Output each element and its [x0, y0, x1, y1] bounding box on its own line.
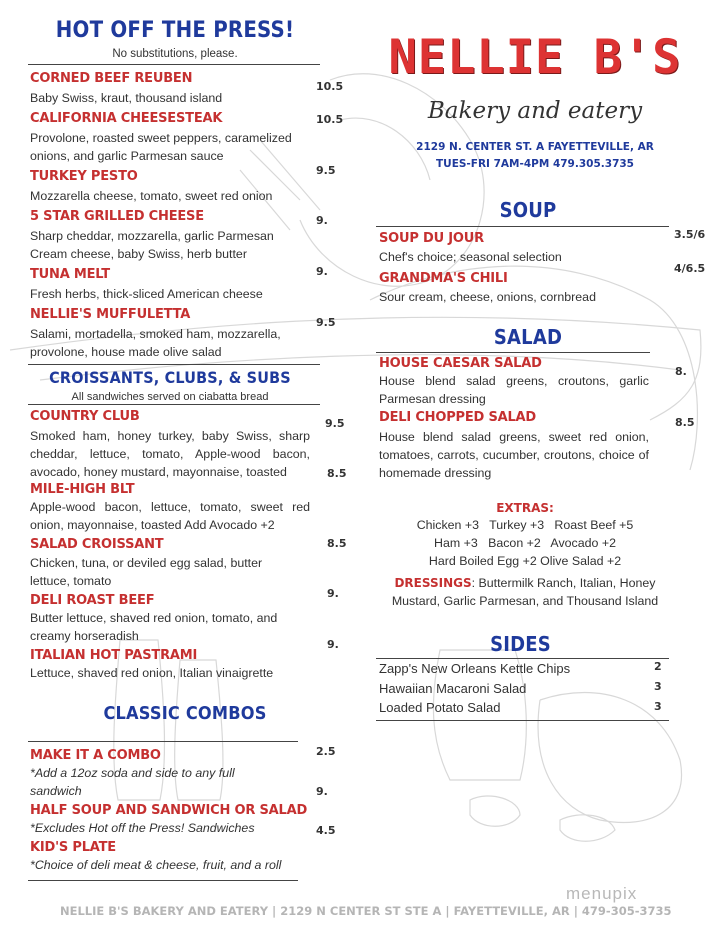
item-price: 10.5	[316, 113, 344, 126]
item-name: 5 STAR GRILLED CHEESE	[30, 209, 204, 224]
item-price: 3.5/6	[674, 228, 706, 241]
dressings-text: : Buttermilk Ranch, Italian, Honey Mustard, Garlic Parmesan, and Thousand Island	[391, 576, 659, 608]
item-description: House blend salad greens, croutons, garlic Parmesan dressing	[379, 374, 649, 406]
hot-press-note: No substitutions, please.	[112, 48, 238, 60]
item-price: 9.	[327, 638, 339, 651]
item-description: Provolone, roasted sweet peppers, caramelized onions, and garlic Parmesan sauce	[30, 131, 292, 163]
extras-line: Ham +3 Bacon +2 Avocado +2	[434, 536, 616, 550]
item-price: 9.	[316, 265, 328, 278]
item-price: 9.5	[316, 164, 336, 177]
item-description: Fresh herbs, thick-sliced American cheese	[30, 287, 263, 301]
divider	[28, 404, 320, 405]
item-price: 8.5	[327, 537, 347, 550]
item-description: Butter lettuce, shaved red onion, tomato, and creamy horseradish	[30, 611, 278, 643]
section-title-croissants: CROISSANTS, CLUBS, & SUBS	[49, 368, 291, 387]
item-name: DELI ROAST BEEF	[30, 593, 155, 608]
section-title-sides: SIDES	[490, 632, 551, 656]
item-name: TUNA MELT	[30, 267, 110, 282]
item-name: ITALIAN HOT PASTRAMI	[30, 648, 198, 663]
item-name: COUNTRY CLUB	[30, 409, 140, 424]
item-price: 9.	[316, 214, 328, 227]
item-description: Chef's choice; seasonal selection	[379, 250, 562, 264]
brand-logo-name: NELLIE B'S	[388, 30, 682, 85]
item-name: DELI CHOPPED SALAD	[379, 410, 537, 425]
item-price: 4/6.5	[674, 262, 706, 275]
item-name: MILE-HIGH BLT	[30, 482, 135, 497]
item-name: SOUP DU JOUR	[379, 231, 484, 246]
section-title-hot-press: HOT OFF THE PRESS!	[55, 18, 295, 43]
item-price: 10.5	[316, 80, 344, 93]
item-price: 2	[654, 660, 662, 673]
item-price: 8.5	[675, 416, 695, 429]
item-description: Sour cream, cheese, onions, cornbread	[379, 290, 596, 304]
side-item-name: Hawaiian Macaroni Salad	[379, 681, 527, 696]
item-price: 8.	[675, 365, 687, 378]
divider	[28, 741, 298, 742]
dressings-label: DRESSINGS	[394, 576, 472, 590]
item-description: House blend salad greens, sweet red onion, tomatoes, carrots, cucumber, croutons, choice of homemade dressing	[379, 430, 649, 480]
divider	[28, 64, 320, 65]
item-price: 9.5	[325, 417, 345, 430]
item-price: 2.5	[316, 745, 336, 758]
item-name: GRANDMA'S CHILI	[379, 271, 508, 286]
item-price: 4.5	[316, 824, 336, 837]
item-description: Mozzarella cheese, tomato, sweet red onion	[30, 189, 273, 203]
item-description: *Add a 12oz soda and side to any full sandwich	[30, 766, 235, 798]
item-description: *Choice of deli meat & cheese, fruit, and a roll	[30, 858, 282, 872]
item-price: 9.	[316, 785, 328, 798]
item-name: CORNED BEEF REUBEN	[30, 71, 193, 86]
divider	[28, 364, 320, 365]
item-description: Smoked ham, honey turkey, baby Swiss, sharp cheddar, lettuce, tomato, Apple-wood bacon, avocado, honey mustard, mayonnaise, toasted	[30, 429, 310, 479]
brand-address: 2129 N. CENTER ST. A FAYETTEVILLE, AR	[416, 141, 654, 153]
croissants-note: All sandwiches served on ciabatta bread	[71, 391, 269, 403]
item-name: HOUSE CAESAR SALAD	[379, 356, 542, 371]
item-description: Apple-wood bacon, lettuce, tomato, sweet red onion, mayonnaise, toasted Add Avocado +2	[30, 500, 310, 532]
side-item-name: Zapp's New Orleans Kettle Chips	[379, 661, 571, 676]
divider	[376, 226, 669, 227]
item-name: MAKE IT A COMBO	[30, 748, 161, 763]
item-description: *Excludes Hot off the Press! Sandwiches	[30, 821, 255, 835]
item-name: NELLIE'S MUFFULETTA	[30, 307, 191, 322]
item-name: SALAD CROISSANT	[30, 537, 164, 552]
section-title-combos: CLASSIC COMBOS	[103, 703, 267, 724]
item-description: Sharp cheddar, mozzarella, garlic Parmesan Cream cheese, baby Swiss, herb butter	[30, 229, 274, 261]
item-price: 9.	[327, 587, 339, 600]
divider	[28, 880, 298, 881]
item-description: Baby Swiss, kraut, thousand island	[30, 91, 223, 105]
brand-hours-phone: TUES-FRI 7AM-4PM 479.305.3735	[436, 158, 634, 170]
divider	[376, 352, 650, 353]
divider	[376, 720, 669, 721]
item-name: KID'S PLATE	[30, 840, 116, 855]
item-description: Chicken, tuna, or deviled egg salad, butter lettuce, tomato	[30, 556, 263, 588]
side-item-name: Loaded Potato Salad	[379, 700, 501, 715]
item-price: 8.5	[327, 467, 347, 480]
item-price: 3	[654, 700, 662, 713]
item-name: CALIFORNIA CHEESESTEAK	[30, 111, 223, 126]
item-price: 9.5	[316, 316, 336, 329]
extras-line: Hard Boiled Egg +2 Olive Salad +2	[428, 554, 622, 568]
dressings-block	[380, 574, 670, 610]
watermark: menupix	[566, 884, 638, 903]
item-price: 3	[654, 680, 662, 693]
section-title-salad: SALAD	[493, 325, 563, 349]
section-title-soup: SOUP	[499, 198, 557, 222]
item-description: Salami, mortadella, smoked ham, mozzarella, provolone, house made olive salad	[30, 327, 281, 359]
footer-info: NELLIE B'S BAKERY AND EATERY | 2129 N CENTER ST STE A | FAYETTEVILLE, AR | 479-305-3735	[60, 904, 672, 918]
brand-tagline: Bakery and eatery	[427, 98, 643, 124]
extras-title: EXTRAS:	[496, 501, 554, 515]
divider	[376, 658, 669, 659]
item-description: Lettuce, shaved red onion, Italian vinaigrette	[30, 666, 274, 680]
item-name: HALF SOUP AND SANDWICH OR SALAD	[30, 803, 308, 818]
item-name: TURKEY PESTO	[30, 169, 138, 184]
extras-line: Chicken +3 Turkey +3 Roast Beef +5	[416, 518, 634, 532]
